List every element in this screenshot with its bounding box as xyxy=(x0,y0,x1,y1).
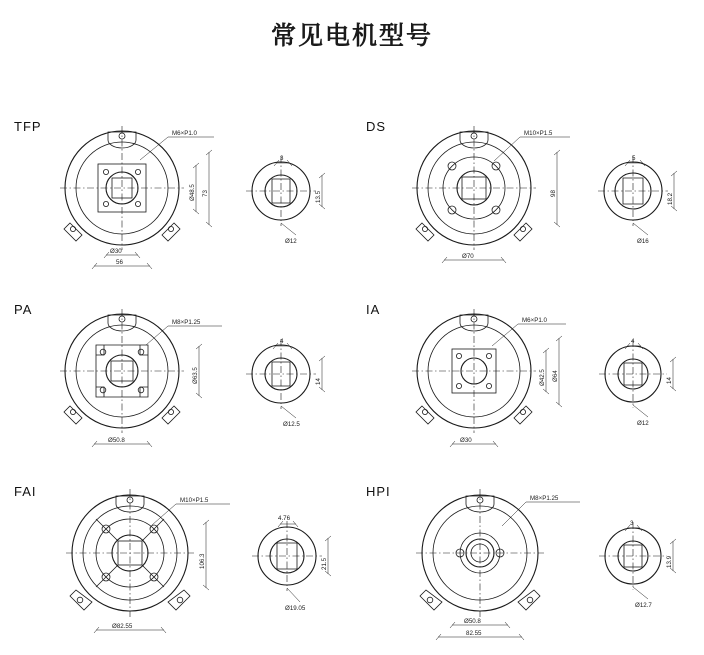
dim-shaft-dia-ia: Ø12 xyxy=(637,420,649,427)
dim-key-pa: 14 xyxy=(315,378,322,385)
dim-bolt-circle-ia: Ø42.5 xyxy=(539,369,546,386)
diagram-pa xyxy=(0,288,352,463)
dim-key-len-pa: 4 xyxy=(280,338,284,345)
drawing-panel-tfp xyxy=(0,105,352,280)
panel-label-ds: DS xyxy=(366,119,387,134)
panel-label-pa: PA xyxy=(14,302,33,317)
dim-key-len-hpi: 3 xyxy=(630,520,634,527)
dim-pilot-tfp: 73 xyxy=(202,190,209,197)
dim-shaft-dia-ds: Ø16 xyxy=(637,238,649,245)
page-title: 常见电机型号 xyxy=(270,22,433,50)
diagram-ia xyxy=(352,288,704,463)
dim-shaft-face-tfp: Ø30 xyxy=(110,248,122,255)
dim-shaft-dia-hpi: Ø12.7 xyxy=(635,602,652,609)
drawing-panel-ds xyxy=(352,105,704,280)
dim-bolt-circle-fai: 106.3 xyxy=(199,553,206,569)
dim-bolt-circle-tfp: Ø48.5 xyxy=(189,184,196,201)
thread-label-pa: M8×P1.25 xyxy=(172,319,201,326)
dim-shaft-dia-pa: Ø12.5 xyxy=(283,421,300,428)
thread-label-fai: M10×P1.5 xyxy=(180,497,209,504)
diagram-ds xyxy=(352,105,704,280)
drawing-panel-hpi xyxy=(352,470,704,655)
thread-label-ia: M6×P1.0 xyxy=(522,317,547,324)
drawing-panel-ia xyxy=(352,288,704,463)
dim-shaft-dia-tfp: Ø12 xyxy=(285,238,297,245)
drawing-panel-pa xyxy=(0,288,352,463)
dim-key-hpi: 13.9 xyxy=(666,555,673,568)
dim-flange-tfp: 56 xyxy=(116,259,123,266)
thread-label-ds: M10×P1.5 xyxy=(524,130,553,137)
dim-flange-ia: Ø30 xyxy=(460,437,472,444)
panel-label-tfp: TFP xyxy=(14,119,42,134)
thread-label-tfp: M6×P1.0 xyxy=(172,130,197,137)
dim-bolt-circle-pa: Ø63.5 xyxy=(192,367,199,384)
dim-shaft-dia-fai: Ø19.05 xyxy=(285,605,306,612)
panel-label-ia: IA xyxy=(366,302,381,317)
dim-pilot-ds: 98 xyxy=(550,190,557,197)
thread-label-hpi: M8×P1.25 xyxy=(530,495,559,502)
dim-key-len-tfp: 3 xyxy=(280,155,284,162)
dim-flange-hpi: 82.55 xyxy=(466,630,482,637)
drawing-panel-fai xyxy=(0,470,352,655)
diagram-fai xyxy=(0,470,352,655)
dim-bolt-circle-hpi: Ø50.8 xyxy=(464,618,481,625)
dim-key-ds: 18.2 xyxy=(667,192,674,205)
dim-key-len-ds: 5 xyxy=(632,155,636,162)
dim-shaft-face-ds: Ø70 xyxy=(462,253,474,260)
panel-label-hpi: HPI xyxy=(366,484,391,499)
diagram-hpi xyxy=(352,470,704,655)
dim-key-len-fai: 4.76 xyxy=(278,515,291,522)
panel-label-fai: FAI xyxy=(14,484,37,499)
diagram-tfp xyxy=(0,105,352,280)
dim-pilot-ia: Ø64 xyxy=(552,370,559,382)
dim-key-fai: 21.5 xyxy=(321,557,328,570)
dim-key-len-ia: 4 xyxy=(631,338,635,345)
dim-flange-fai: Ø82.55 xyxy=(112,623,133,630)
dim-flange-pa: Ø50.8 xyxy=(108,437,125,444)
dim-key-tfp: 13.5 xyxy=(315,190,322,203)
dim-key-ia: 14 xyxy=(666,377,673,384)
